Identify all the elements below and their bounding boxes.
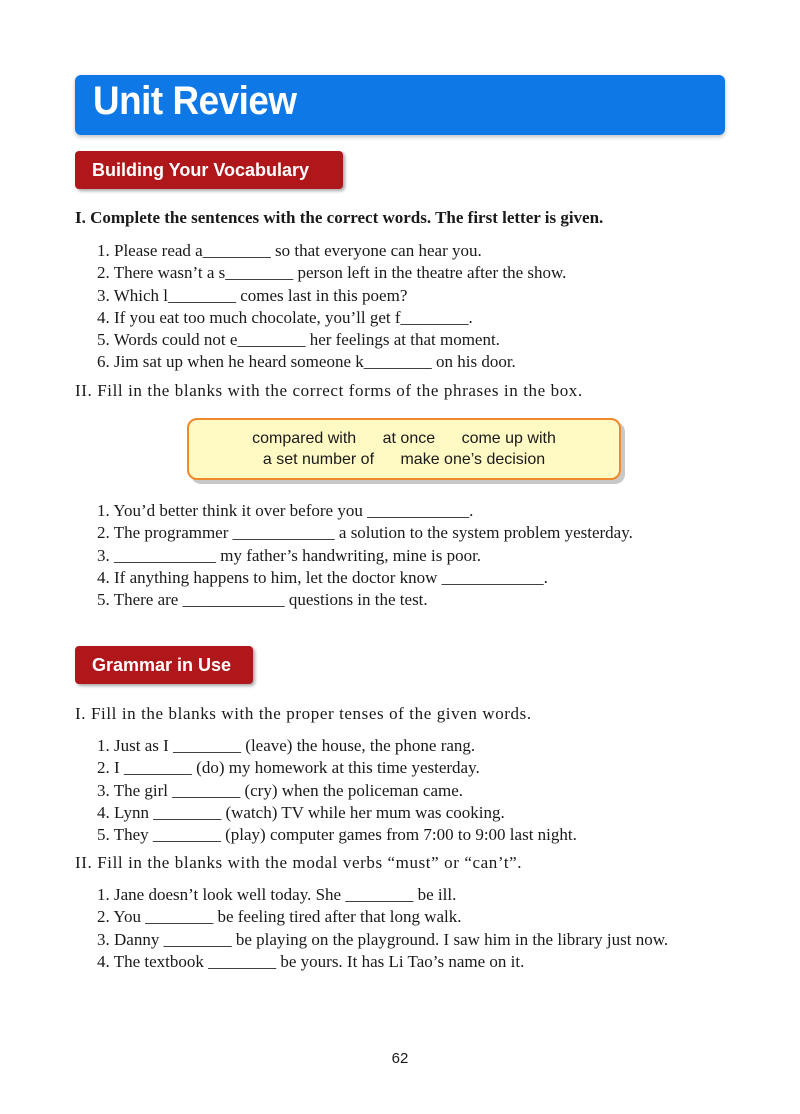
list-item: 6. Jim sat up when he heard someone k________ on his door.: [97, 352, 516, 372]
list-item: 4. If anything happens to him, let the doctor know ____________.: [97, 567, 548, 587]
phrase-row: [189, 430, 619, 448]
unit-title: Unit Review: [93, 79, 297, 123]
phrase-box: [187, 418, 621, 480]
list-item: 1. Just as I ________ (leave) the house, the phone rang.: [97, 736, 476, 755]
phrase: compared with: [252, 430, 357, 447]
phrase: make one’s decision: [400, 451, 546, 468]
list-item: 2. There wasn’t a s________ person left in the theatre after the show.: [97, 263, 567, 283]
list-item: 4. Lynn ________ (watch) TV while her mum was cooking.: [97, 802, 505, 822]
vocab-part2-list: [97, 500, 633, 611]
unit-review-banner: [75, 75, 725, 135]
list-item: 5. Words could not e________ her feelings at that moment.: [97, 330, 500, 350]
list-item: 4. If you eat too much chocolate, you’ll get f________.: [97, 307, 473, 327]
list-item: 3. Danny ________ be playing on the playground. I saw him in the library just now.: [97, 929, 669, 949]
section-tag-grammar: Grammar in Use: [75, 646, 253, 684]
list-item: 2. I ________ (do) my homework at this time yesterday.: [97, 758, 480, 778]
phrase: at once: [382, 430, 436, 447]
phrase: come up with: [461, 430, 556, 447]
list-item: 2. You ________ be feeling tired after that long walk.: [97, 907, 462, 927]
list-item: 1. Jane doesn’t look well today. She ________ be ill.: [97, 885, 457, 904]
list-item: 3. The girl ________ (cry) when the policeman came.: [97, 780, 464, 800]
list-item: 4. The textbook ________ be yours. It has Li Tao’s name on it.: [97, 951, 525, 971]
list-item: 3. ____________ my father’s handwriting, mine is poor.: [97, 545, 482, 565]
vocab-part1-instruction: I. Complete the sentences with the correct words. The first letter is given.: [75, 208, 604, 227]
list-item: 1. Please read a________ so that everyone can hear you.: [97, 241, 482, 260]
phrase-row: [189, 451, 619, 469]
page-number: 62: [391, 1050, 409, 1067]
list-item: 5. They ________ (play) computer games from 7:00 to 9:00 last night.: [97, 825, 577, 845]
phrase: a set number of: [262, 451, 375, 468]
vocab-part2-instruction: II. Fill in the blanks with the correct forms of the phrases in the box.: [75, 381, 583, 400]
list-item: 5. There are ____________ questions in the test.: [97, 590, 428, 610]
section-tag-vocabulary: Building Your Vocabulary: [75, 151, 343, 189]
grammar-part2-instruction: II. Fill in the blanks with the modal verbs “must” or “can’t”.: [75, 853, 523, 872]
list-item: 3. Which l________ comes last in this poem?: [97, 285, 408, 305]
grammar-part2-list: [97, 884, 668, 973]
vocab-part1-list: [97, 240, 566, 374]
grammar-part1-list: [97, 735, 577, 846]
list-item: 2. The programmer ____________ a solution to the system problem yesterday.: [97, 523, 633, 543]
list-item: 1. You’d better think it over before you ____________.: [97, 501, 474, 520]
grammar-part1-instruction: I. Fill in the blanks with the proper tenses of the given words.: [75, 704, 532, 723]
